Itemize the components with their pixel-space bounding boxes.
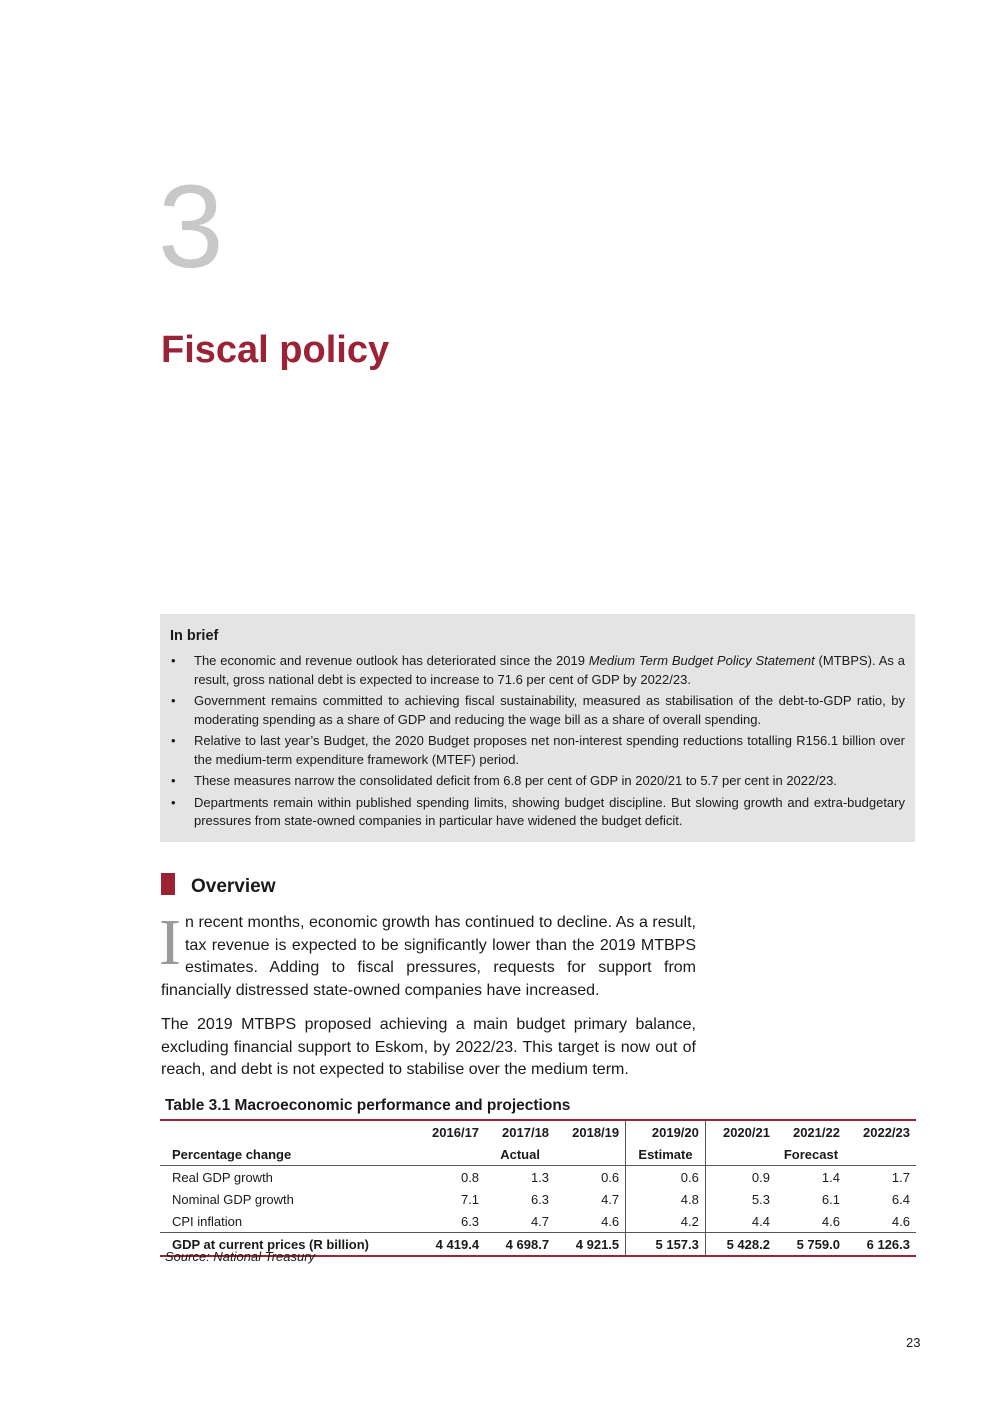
bullet-icon: • [171, 773, 176, 788]
cell: 6.1 [821, 1191, 840, 1207]
row-label: Real GDP growth [172, 1169, 273, 1185]
cell: 4.2 [626, 1210, 706, 1233]
cell: 6.3 [460, 1213, 480, 1229]
cell: 6 126.3 [846, 1233, 916, 1257]
table-row [160, 1166, 916, 1189]
cell: 0.6 [601, 1169, 620, 1185]
group-forecast: Forecast [705, 1143, 916, 1166]
brief-text-after: (MTBPS). As a result, gross national debt is expected to increase to 71.6 per cent of GDP by 2022/23. [194, 653, 905, 687]
cell: 4.4 [705, 1210, 776, 1233]
cell: 1.3 [530, 1169, 550, 1185]
chapter-title: Fiscal policy [161, 329, 390, 371]
row-label: GDP at current prices (R billion) [160, 1233, 415, 1257]
cell: 6.4 [891, 1191, 910, 1207]
bullet-icon: • [171, 733, 176, 748]
table-source: Source: National Treasury [165, 1249, 316, 1264]
list-item [170, 794, 905, 831]
in-brief-heading: In brief [170, 628, 219, 644]
list-item [170, 692, 905, 729]
cell: 6.3 [530, 1191, 550, 1207]
row-label: Nominal GDP growth [172, 1191, 294, 1207]
list-item [170, 732, 905, 769]
cell: 1.4 [821, 1169, 840, 1185]
year-header: 2018/19 [555, 1120, 626, 1143]
overview-paragraph-1 [159, 906, 696, 1002]
section-marker [161, 873, 175, 895]
year-header: 2016/17 [415, 1120, 485, 1143]
cell: 5 759.0 [776, 1233, 846, 1257]
header-empty [160, 1120, 415, 1143]
brief-text: Departments remain within published spending limits, showing budget discipline. But slowing growth and extra-budgetary pressures from state-owned companies in particular have widened the budget deficit. [194, 794, 905, 828]
cell: 4 921.5 [555, 1233, 626, 1257]
cell: 4 698.7 [485, 1233, 555, 1257]
overview-heading: Overview [191, 876, 276, 897]
table-caption: Table 3.1 Macroeconomic performance and projections [165, 1097, 571, 1114]
cell: 4.7 [601, 1191, 620, 1207]
table-row [160, 1210, 916, 1233]
brief-text-before: The economic and revenue outlook has deteriorated since the 2019 [194, 653, 589, 668]
cell: 5.3 [705, 1188, 776, 1210]
bullet-icon: • [171, 653, 176, 668]
year-header: 2022/23 [846, 1120, 916, 1143]
bullet-icon: • [171, 693, 176, 708]
cell: 5 428.2 [705, 1233, 776, 1257]
year-header: 2020/21 [705, 1120, 776, 1143]
in-brief-list [170, 652, 905, 831]
overview-paragraph-2: The 2019 MTBPS proposed achieving a main budget primary balance, excluding financial support to Eskom, by 2022/23. This target is now out of reach, and debt is not expected to stabilise over the medium term. [161, 1016, 696, 1078]
cell: 4.6 [601, 1213, 620, 1229]
cell: 4.8 [626, 1188, 706, 1210]
brief-text: These measures narrow the consolidated deficit from 6.8 per cent of GDP in 2020/21 to 5.7 per cent in 2022/23. [194, 773, 837, 788]
cell: 0.8 [460, 1169, 480, 1185]
cell: 4.6 [891, 1213, 910, 1229]
cell: 4.7 [530, 1213, 550, 1229]
in-brief-box [160, 614, 915, 842]
cell: 1.7 [891, 1169, 910, 1185]
table-header-row [160, 1120, 916, 1143]
table-row [160, 1188, 916, 1210]
table-subheader-row [160, 1143, 916, 1166]
row-header-label: Percentage change [160, 1143, 415, 1166]
list-item [170, 772, 905, 791]
bullet-icon: • [171, 794, 176, 810]
page-number: 23 [906, 1335, 921, 1350]
year-header: 2021/22 [776, 1120, 846, 1143]
drop-cap: I [159, 906, 181, 979]
year-header: 2019/20 [626, 1120, 706, 1143]
brief-text: Relative to last year’s Budget, the 2020 Budget proposes net non-interest spending reductions totalling R156.1 billion over the medium-term expenditure framework (MTEF) period. [194, 733, 905, 767]
mtbps-title: Medium Term Budget Policy Statement [588, 653, 815, 668]
chapter-number: 3 [158, 161, 224, 293]
cell: 4.6 [821, 1213, 840, 1229]
cell: 4 419.4 [415, 1233, 485, 1257]
cell: 5 157.3 [626, 1233, 706, 1257]
macro-table [160, 1119, 916, 1257]
list-item [170, 652, 905, 689]
cell: 0.9 [705, 1166, 776, 1189]
year-header: 2017/18 [485, 1120, 555, 1143]
brief-text: Government remains committed to achieving fiscal sustainability, measured as stabilisation of the debt-to-GDP ratio, by moderating spending as a share of GDP and reducing the wage bill as a share of overall spending. [194, 693, 905, 727]
cell: 7.1 [460, 1191, 480, 1207]
paragraph-text: n recent months, economic growth has continued to decline. As a result, tax revenue is expected to be significantly lower than the 2019 MTBPS estimates. Adding to fiscal pressures, requests for support from financially distressed state-owned companies have increased. [161, 914, 696, 999]
cell: 0.6 [626, 1166, 706, 1189]
row-label: CPI inflation [172, 1213, 243, 1229]
group-estimate: Estimate [626, 1143, 706, 1166]
group-actual: Actual [415, 1143, 626, 1166]
